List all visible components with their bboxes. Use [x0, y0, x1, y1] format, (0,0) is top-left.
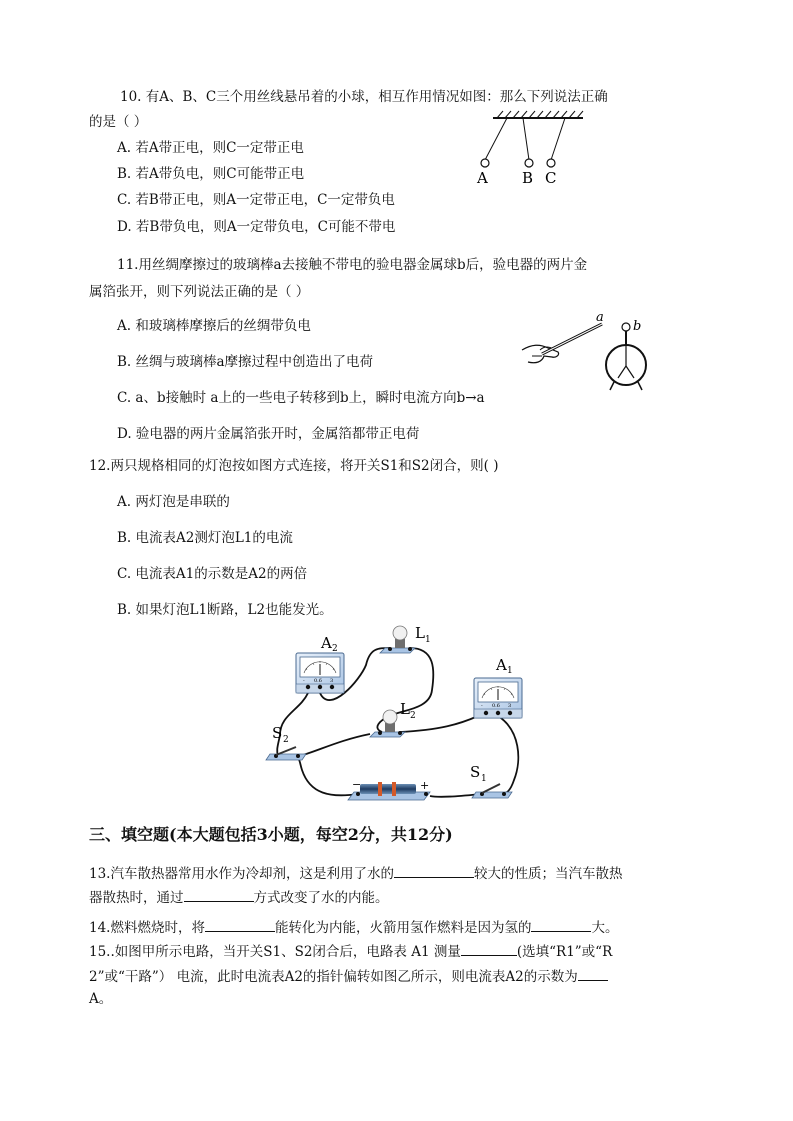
q11-option-c: C. a、b接触时 a上的一些电子转移到b上，瞬时电流方向b→a [117, 390, 485, 406]
label-b: B [522, 169, 534, 187]
a1-terminal-3: 3 [508, 703, 512, 709]
q10-option-c: C. 若B带正电，则A一定带正电，C一定带负电 [117, 192, 395, 208]
q11-stem-line1: 11.用丝绸摩擦过的玻璃棒a去接触不带电的验电器金属球b后，验电器的两片金 [117, 257, 588, 273]
ball-c [547, 159, 555, 167]
label-l2-sub: 2 [410, 711, 416, 721]
q13-text-4: 方式改变了水的内能。 [253, 890, 389, 906]
bulb-l1 [380, 626, 415, 653]
q14-text-2: 能转化为内能，火箭用氢作燃料是因为氢的 [274, 920, 532, 936]
label-a2: A [321, 634, 332, 652]
a1-terminal-minus: - [481, 703, 483, 709]
label-s2-sub: 2 [283, 735, 289, 745]
q11-electroscope-figure [518, 310, 658, 395]
label-s1: S [470, 763, 481, 781]
q11-option-b: B. 丝绸与玻璃棒a摩擦过程中创造出了电荷 [117, 354, 374, 370]
label-l1-sub: 1 [425, 635, 431, 645]
label-s1-sub: 1 [481, 774, 487, 784]
switch-s2 [266, 747, 306, 760]
section3-title: 三、填空题(本大题包括3小题，每空2分，共12分) [89, 825, 453, 844]
q15-blank-2[interactable] [578, 967, 608, 981]
ammeter-a2 [296, 653, 344, 693]
q13-blank-2[interactable] [184, 888, 254, 902]
q15-line1 [89, 942, 612, 961]
label-l2: L [400, 700, 410, 718]
q13-line1 [89, 864, 622, 883]
q10-stem-line2: 的是（ ） [89, 114, 148, 130]
q15-line3: A。 [89, 991, 113, 1007]
label-c: C [545, 169, 557, 187]
q12-stem: 12.两只规格相同的灯泡按如图方式连接，将开关S1和S2闭合，则( ) [89, 458, 499, 474]
q11-option-a: A. 和玻璃棒摩擦后的丝绸带负电 [117, 318, 311, 334]
rod-label-a: a [596, 310, 604, 325]
ball-b [525, 159, 533, 167]
q12-option-c: C. 电流表A1的示数是A2的两倍 [117, 566, 308, 582]
q11-option-d: D. 验电器的两片金属箔张开时，金属箔都带正电荷 [117, 426, 420, 442]
label-l1: L [415, 624, 425, 642]
q15-text-3: 2”或“干路”） 电流，此时电流表A2的指针偏转如图乙所示，则电流表A2的示数为 [89, 969, 578, 985]
a2-terminal-minus: - [303, 678, 305, 684]
label-a1-sub: 1 [507, 666, 513, 676]
q14-text-1: 14.燃料燃烧时，将 [89, 920, 205, 936]
q13-text-2: 较大的性质；当汽车散热 [473, 866, 623, 882]
ammeter-a1 [474, 678, 522, 718]
battery-plus-label: + [420, 779, 430, 792]
q13-blank-1[interactable] [394, 864, 474, 878]
q10-option-b: B. 若A带负电，则C可能带正电 [117, 166, 305, 182]
q14-text-3: 大。 [591, 920, 619, 936]
q14-line [89, 918, 618, 937]
q13-line2 [89, 888, 389, 907]
q10-pendulum-figure [465, 110, 595, 190]
q12-option-d: B. 如果灯泡L1断路，L2也能发光。 [117, 602, 333, 618]
label-a: A [477, 169, 488, 187]
q15-text-2: (选填“R1”或“R [516, 944, 613, 960]
q11-stem-line2: 属箔张开，则下列说法正确的是（ ） [89, 284, 310, 300]
q12-option-a: A. 两灯泡是串联的 [117, 494, 230, 510]
a2-terminal-3: 3 [330, 678, 334, 684]
q10-option-a: A. 若A带正电，则C一定带正电 [117, 140, 304, 156]
q15-line2 [89, 967, 608, 986]
q14-blank-1[interactable] [205, 918, 275, 932]
label-s2: S [272, 724, 283, 742]
ball-a [481, 159, 489, 167]
label-a2-sub: 2 [332, 644, 338, 654]
q13-text-1: 13.汽车散热器常用水作为冷却剂，这是利用了水的 [89, 866, 394, 882]
q10-option-d: D. 若B带负电，则A一定带负电，C可能不带电 [117, 219, 396, 235]
a2-terminal-06: 0.6 [314, 678, 322, 684]
a1-terminal-06: 0.6 [492, 703, 500, 709]
q14-blank-2[interactable] [531, 918, 591, 932]
q15-blank-1[interactable] [461, 942, 517, 956]
q12-circuit-figure [260, 620, 540, 810]
q10-stem-line1: 10. 有A、B、C三个用丝线悬吊着的小球，相互作用情况如图：那么下列说法正确 [120, 89, 608, 105]
ball-label-b: b [633, 319, 642, 334]
label-a1: A [496, 656, 507, 674]
switch-s1 [472, 784, 512, 798]
q12-option-b: B. 电流表A2测灯泡L1的电流 [117, 530, 293, 546]
battery-minus-label: − [352, 778, 362, 791]
q13-text-3: 器散热时，通过 [89, 890, 184, 906]
q15-text-1: 15..如图甲所示电路，当开关S1、S2闭合后，电路表 A1 测量 [89, 944, 461, 960]
